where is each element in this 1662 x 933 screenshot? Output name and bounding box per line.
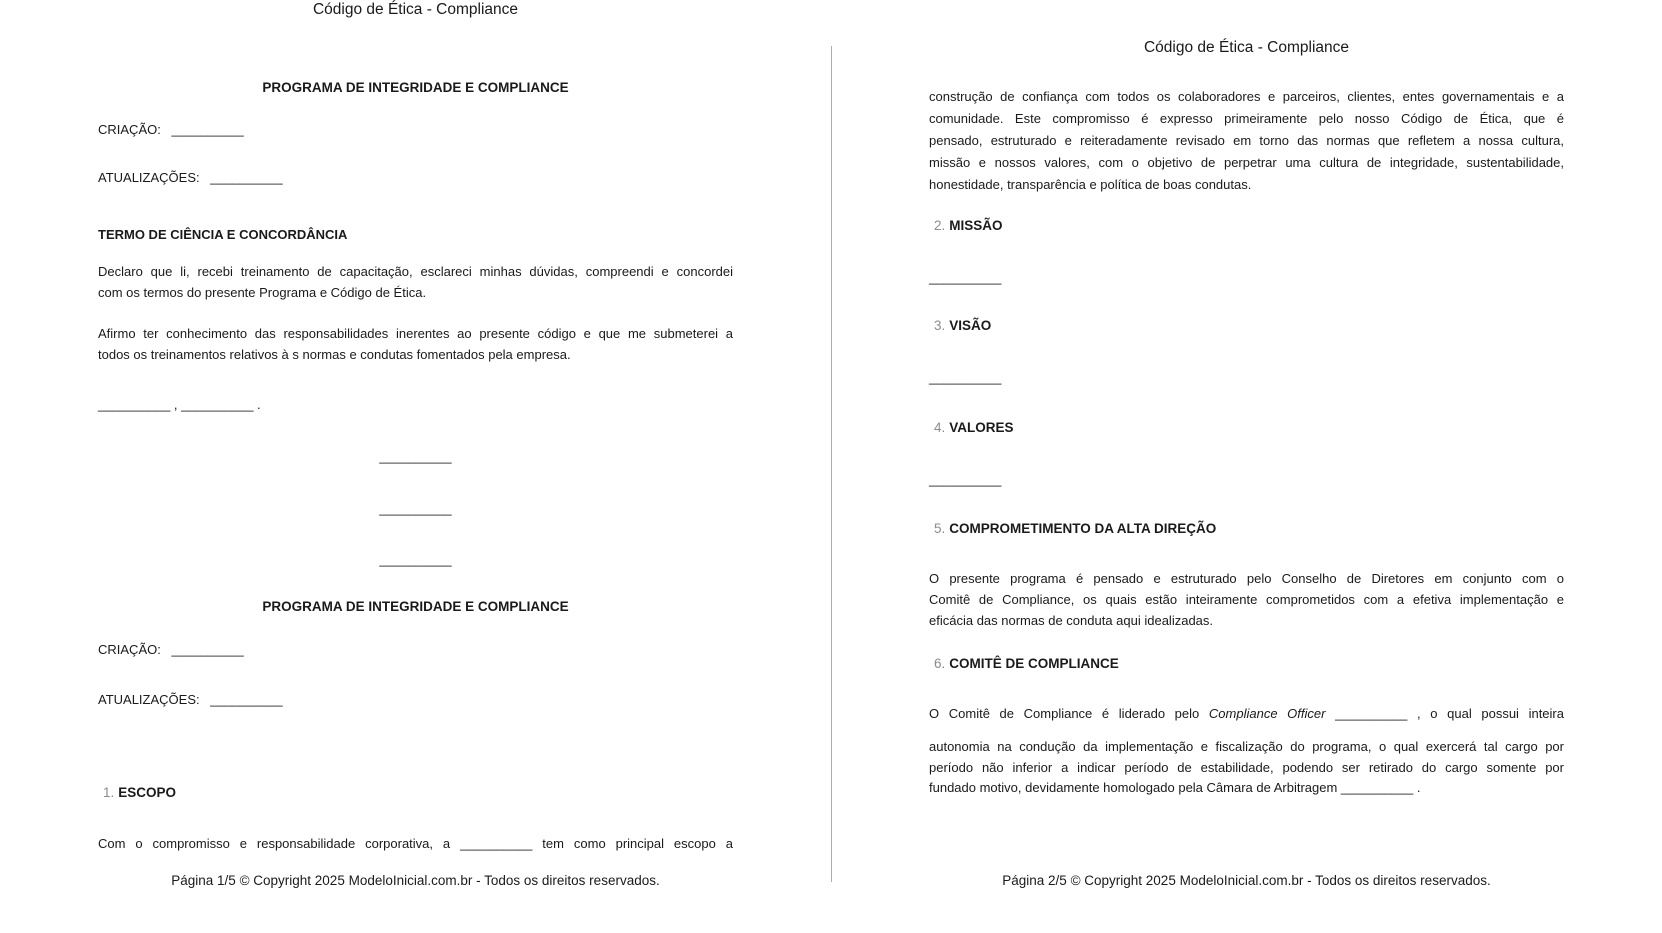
section-title: VALORES [949,420,1014,435]
document-heading-repeat: PROGRAMA DE INTEGRIDADE E COMPLIANCE [262,599,569,614]
section-number: 4. [934,420,946,435]
creation-blank-line: __________ [171,642,244,657]
page-footer: Página 2/5 © Copyright 2025 ModeloInicial.com.br - Todos os direitos reservados. [1002,873,1491,888]
section-heading-valores [929,418,1564,438]
paragraph-line: período não inferior a indicar período de estabilidade, podendo ser retirado do cargo somente por [929,759,1564,775]
paragraph-line: construção de confiança com todos os colaboradores e parceiros, clientes, entes governamentais e a [929,89,1564,104]
affirmation-paragraph [98,323,733,365]
document-heading: PROGRAMA DE INTEGRIDADE E COMPLIANCE [262,80,569,95]
page-header-title: Código de Ética - Compliance [1143,39,1350,56]
section-title: COMPROMETIMENTO DA ALTA DIREÇÃO [949,521,1217,536]
paragraph-line: comunidade. Este compromisso é expresso primeiramente pelo nosso Código de Ética, que é [929,111,1564,126]
comite-paragraph-line-1 [929,704,1564,724]
management-paragraph [929,568,1564,631]
creation-blank-line: __________ [171,122,244,137]
place-date-line: __________ , __________ . [98,397,261,412]
creation-field-repeat [98,640,733,660]
page-header-title: Código de Ética - Compliance [312,1,519,18]
paragraph-line: com os termos do presente Programa e Código de Ética. [98,285,427,300]
updates-field [98,168,733,188]
signature-blank-line: __________ [379,552,452,567]
comite-line-pre: O Comitê de Compliance é liderado pelo [929,706,1200,721]
page-2 [929,0,1564,933]
section-number: 6. [934,656,946,671]
section-title: ESCOPO [118,785,177,800]
paragraph-line: Declaro que li, recebi treinamento de capacitação, esclareci minhas dúvidas, compreendi e concordei [98,264,733,279]
escopo-paragraph: Com o compromisso e responsabilidade corporativa, a __________ tem como principal escopo a [98,836,733,851]
section-heading-missao [929,216,1564,236]
paragraph-line: O presente programa é pensado e estruturado pelo Conselho de Diretores em conjunto com o [929,571,1564,586]
section-heading-comprometimento [929,519,1564,539]
section-title: VISÃO [949,318,992,333]
intro-paragraph [929,86,1564,196]
paragraph-line: eficácia das normas de conduta aqui idealizadas. [929,613,1214,628]
paragraph-line: Comitê de Compliance, os quais estão inteiramente comprometidos com a efetiva implementação e [929,592,1564,607]
updates-blank-line: __________ [210,170,283,185]
section-heading-escopo [98,783,733,803]
creation-field [98,120,733,140]
paragraph-line: pensado, estruturado e reiteradamente revisado em torno das normas que refletem a nossa cultura, [929,133,1564,148]
paragraph-line: todos os treinamentos relativos à s normas e condutas fomentados pela empresa. [98,347,571,362]
declaration-paragraph [98,261,733,303]
comite-paragraph [929,737,1564,799]
page-footer: Página 1/5 © Copyright 2025 ModeloInicial.com.br - Todos os direitos reservados. [171,873,660,888]
section-number: 3. [934,318,946,333]
updates-label: ATUALIZAÇÕES: [98,692,200,707]
creation-label: CRIAÇÃO: [98,122,161,137]
comite-line-post: __________ , o qual possui inteira [1335,706,1564,721]
valores-blank-line: __________ [929,472,1002,487]
page-divider [831,46,832,882]
compliance-officer-term: Compliance Officer [1208,706,1326,721]
paragraph-line: fundado motivo, devidamente homologado pela Câmara de Arbitragem __________ . [929,780,1421,795]
updates-blank-line: __________ [210,692,283,707]
paragraph-line: Afirmo ter conhecimento das responsabilidades inerentes ao presente código e que me submeterei a [98,326,733,341]
updates-field-repeat [98,690,733,710]
section-heading-visao [929,316,1564,336]
signature-blank-line: __________ [379,449,452,464]
section-number: 5. [934,521,946,536]
term-heading: TERMO DE CIÊNCIA E CONCORDÂNCIA [98,227,348,242]
updates-label: ATUALIZAÇÕES: [98,170,200,185]
paragraph-line: honestidade, transparência e política de boas condutas. [929,177,1252,192]
section-title: MISSÃO [949,218,1003,233]
section-number: 2. [934,218,946,233]
section-heading-comite [929,654,1564,674]
section-title: COMITÊ DE COMPLIANCE [949,656,1119,671]
page-1 [98,0,733,933]
paragraph-line: missão e nossos valores, com o objetivo de perpetrar uma cultura de integridade, sustentabilidade, [929,155,1564,170]
section-number: 1. [103,785,115,800]
paragraph-line: autonomia na condução da implementação e fiscalização do programa, o qual exercerá tal cargo por [929,739,1564,754]
visao-blank-line: __________ [929,370,1002,385]
signature-blank-line: __________ [379,501,452,516]
creation-label: CRIAÇÃO: [98,642,161,657]
missao-blank-line: __________ [929,270,1002,285]
